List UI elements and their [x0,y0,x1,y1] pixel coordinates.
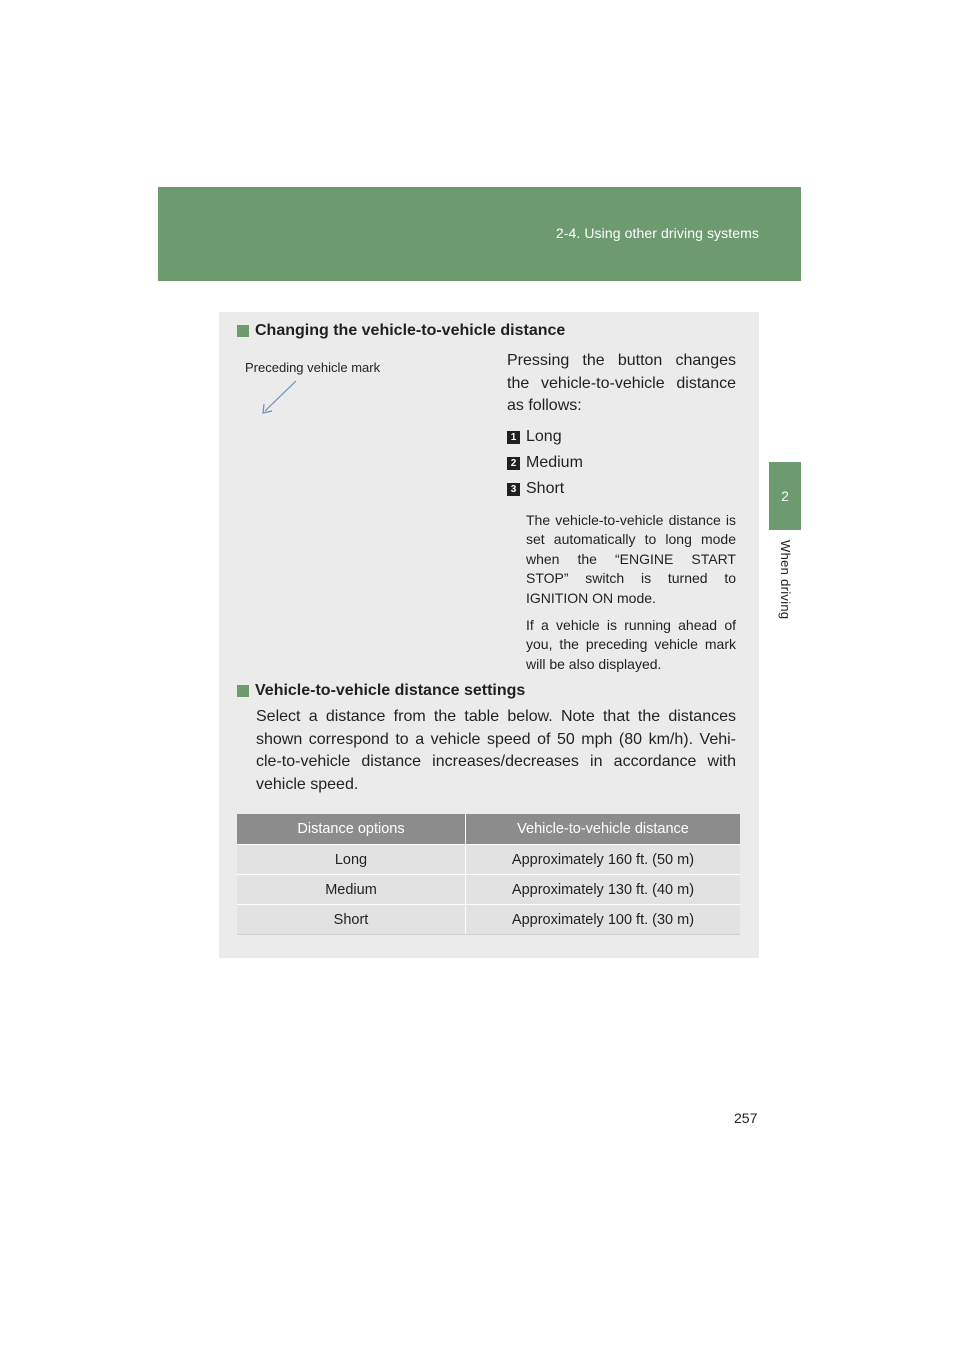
square-bullet-icon [237,325,249,337]
number-badge-1-icon: 1 [507,431,520,444]
option-label: Long [526,428,562,445]
table-cell-option: Medium [237,875,466,905]
note-preceding-vehicle: If a vehicle is running ahead of you, the preceding vehicle mark will be also displayed. [526,617,736,672]
section-title: 2-4. Using other driving systems [555,225,759,241]
section-heading-distance-settings [237,682,525,700]
option-label: Medium [526,454,583,471]
table-row [237,875,740,905]
note-ignition-mode: The vehicle-to-vehicle distance is set automatically to long mode when the “ENGINE START STOP” switch is turned to IGNITION ON mode. [526,512,736,606]
header-band [158,187,801,281]
heading-text: Changing the vehicle-to-vehicle distance [255,322,566,339]
chapter-tab [769,462,801,530]
table-cell-distance: Approximately 160 ft. (50 m) [466,845,741,875]
table-cell-distance: Approximately 130 ft. (40 m) [466,875,741,905]
table-cell-distance: Approximately 100 ft. (30 m) [466,905,741,935]
distance-table [237,814,740,935]
table-cell-option: Long [237,845,466,875]
chapter-label: When driving [778,540,793,620]
column-header-vehicle-distance: Vehicle-to-vehicle distance [466,814,741,845]
option-short [507,480,564,498]
intro-paragraph: Pressing the button changes the vehicle-to-vehicle distance as follows: [507,352,736,414]
option-long [507,428,562,446]
page-number: 257 [734,1110,758,1126]
square-bullet-icon [237,685,249,697]
number-badge-3-icon: 3 [507,483,520,496]
chapter-number: 2 [781,488,789,504]
settings-paragraph: Select a distance from the table below. Note that the distances shown correspond to a vehicle speed of 50 mph (80 km/h). Vehi-cle-to-vehicle distance increases/decreases in accordance with vehicle speed. [256,708,736,794]
table-row [237,905,740,935]
option-medium [507,454,583,472]
column-header-distance-options: Distance options [237,814,466,845]
leader-arrow-icon [258,378,302,418]
heading-text: Vehicle-to-vehicle distance settings [255,682,526,699]
number-badge-2-icon: 2 [507,457,520,470]
table-cell-option: Short [237,905,466,935]
figure-label-preceding-vehicle: Preceding vehicle mark [245,360,381,375]
option-label: Short [526,480,565,497]
table-header-row [237,814,740,845]
section-heading-changing-distance [237,322,565,340]
table-row [237,845,740,875]
